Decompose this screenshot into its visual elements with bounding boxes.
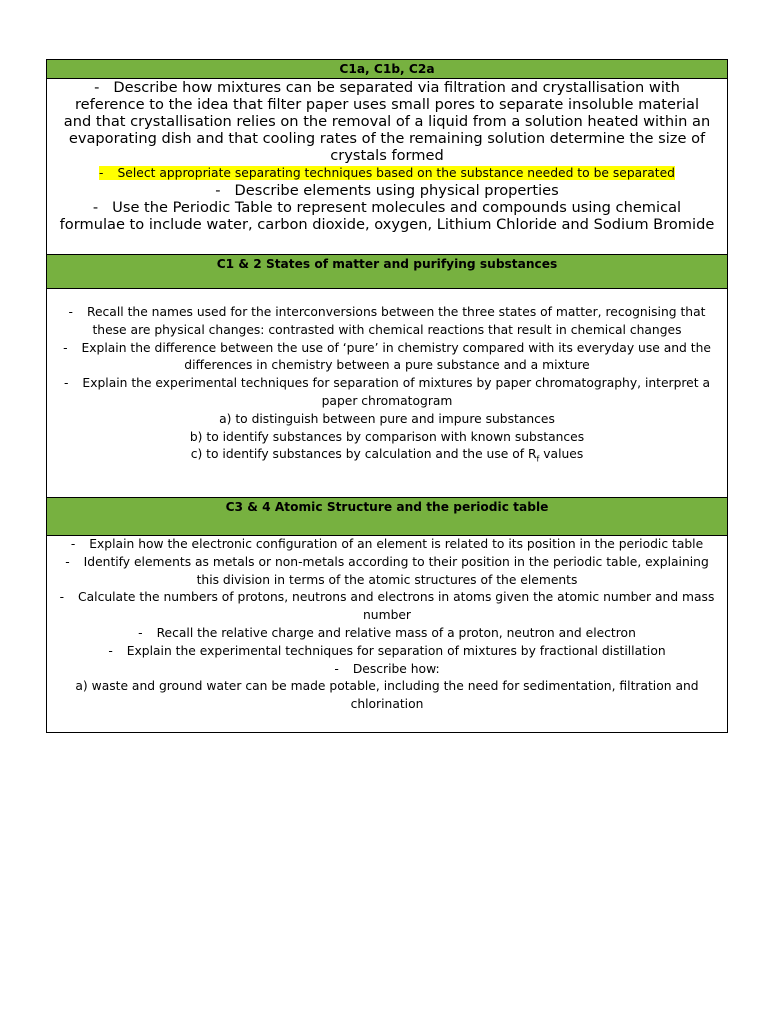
- bullet-dash: -: [59, 590, 65, 605]
- list-item: - Use the Periodic Table to represent molecules and compounds using chemical formulae to include water, carbon dioxide, oxygen, Lithium Chloride and Sodium Bromide: [59, 199, 715, 233]
- bullet-dash: -: [334, 661, 339, 676]
- list-item: - Describe how:: [57, 661, 717, 679]
- list-item: - Explain how the electronic configuration of an element is related to its position in the periodic table: [57, 536, 717, 554]
- bullet-dash: -: [68, 305, 73, 319]
- bullet-dash: -: [215, 182, 221, 199]
- sub-item: b) to identify substances by comparison with known substances: [189, 429, 585, 444]
- bullet-dash: -: [138, 625, 143, 640]
- bullet-dash: -: [63, 376, 69, 391]
- section2-body: [47, 289, 727, 497]
- section2-header: C1 & 2 States of matter and purifying substances: [47, 254, 727, 289]
- bullet-dash: -: [94, 79, 100, 96]
- bullet-dash: -: [108, 643, 113, 658]
- list-item: - Explain the experimental techniques for separation of mixtures by paper chromatography, interpret a paper chromatogram: [63, 376, 711, 408]
- list-item: - Describe elements using physical properties: [215, 182, 559, 199]
- sub-item: a) waste and ground water can be made potable, including the need for sedimentation, filtration and chlorination: [75, 679, 699, 712]
- bullet-dash: -: [63, 340, 68, 355]
- list-item-highlighted: - Select appropriate separating techniques based on the substance needed to be separated: [99, 166, 675, 180]
- section3-body: [47, 536, 727, 732]
- list-item: - Recall the names used for the interconversions between the three states of matter, recognising that these are physical changes: contrasted with chemical reactions that result in chemical changes: [68, 305, 706, 337]
- objectives-table: [46, 59, 728, 733]
- section1-body: [47, 79, 727, 254]
- section1-header: C1a, C1b, C2a: [47, 60, 727, 79]
- section3-header: C3 & 4 Atomic Structure and the periodic table: [47, 497, 727, 536]
- bullet-dash: -: [92, 199, 99, 216]
- list-item: - Explain the difference between the use of ‘pure’ in chemistry compared with its everyday use and the differences in chemistry between a pure substance and a mixture: [63, 340, 711, 373]
- bullet-dash: -: [65, 554, 70, 569]
- sub-item: c) to identify substances by calculation and the use of $R_f$ values: [190, 447, 584, 464]
- list-item: - Identify elements as metals or non-metals according to their position in the periodic table, explaining this division in terms of the atomic structures of the elements: [65, 554, 709, 587]
- list-item: - Describe how mixtures can be separated via filtration and crystallisation with reference to the idea that filter paper uses small pores to separate insoluble material and that crystallisation relies on the removal of a liquid from a solution heated within an evaporating dish and that cooling rates of the remaining solution determine the size of crystals formed: [63, 79, 711, 164]
- sub-item: a) to distinguish between pure and impure substances: [219, 411, 555, 426]
- bullet-dash: -: [99, 166, 104, 180]
- subscript-f: f: [536, 454, 540, 464]
- bullet-dash: -: [70, 537, 76, 551]
- list-item: - Recall the relative charge and relative mass of a proton, neutron and electron: [57, 625, 717, 643]
- list-item: - Explain the experimental techniques for separation of mixtures by fractional distillation: [57, 643, 717, 661]
- list-item: - Calculate the numbers of protons, neutrons and electrons in atoms given the atomic number and mass number: [59, 590, 715, 623]
